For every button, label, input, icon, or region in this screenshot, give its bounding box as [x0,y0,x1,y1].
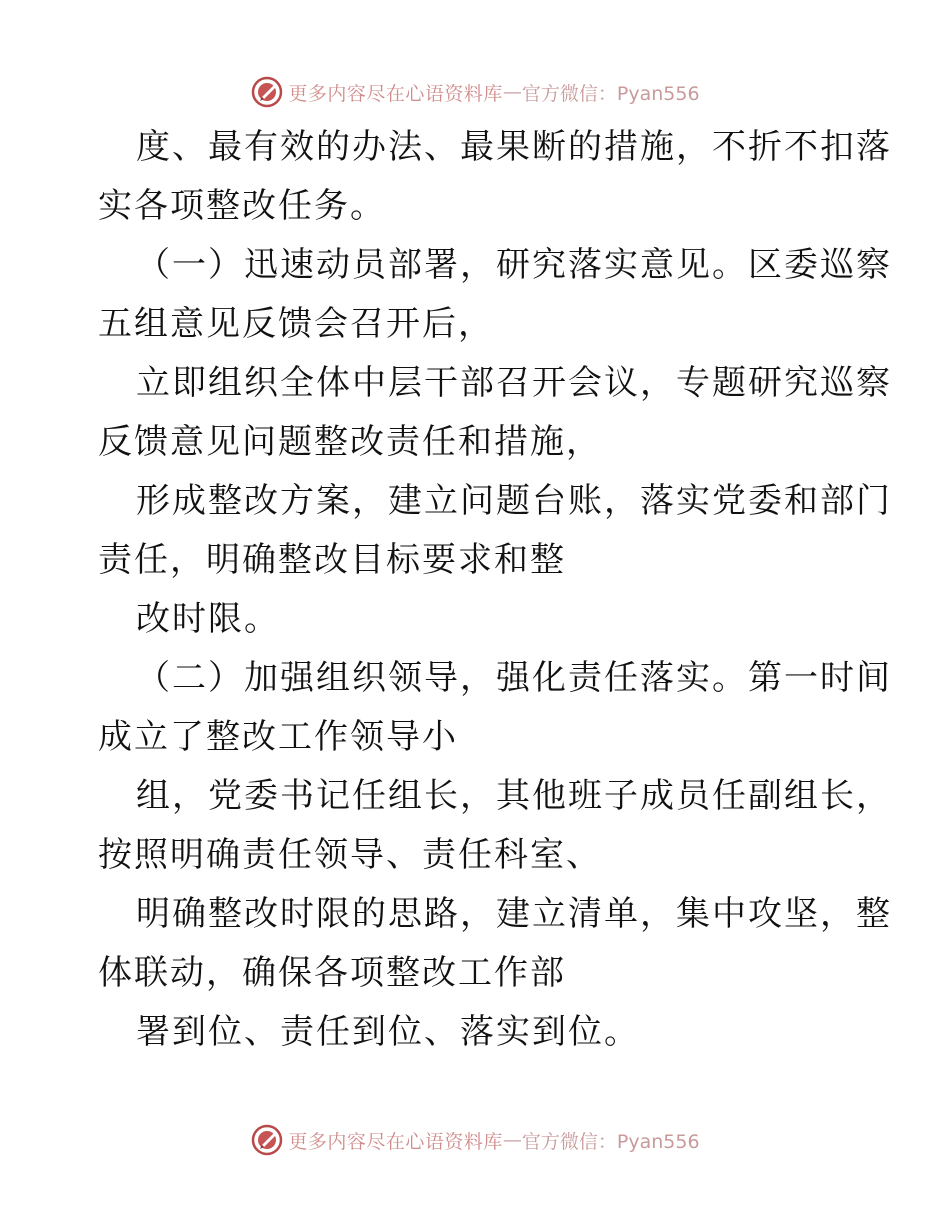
body-line: 度、最有效的办法、最果断的措施，不折不扣落 [136,127,892,167]
pen-logo-icon [250,1123,284,1157]
watermark-wechat-text: 官方微信：Pyan556 [521,82,700,105]
document-body [98,118,892,1062]
section-heading-line: （一）迅速动员部署，研究落实意见。区委巡察 [136,245,892,285]
body-line: 体联动，确保各项整改工作部 [98,953,566,993]
watermark-separator: — [502,1129,522,1151]
watermark-wechat-text: 官方微信：Pyan556 [521,1130,700,1153]
body-line: 成立了整改工作领导小 [98,717,458,757]
body-line: 反馈意见问题整改责任和措施， [98,422,602,462]
body-line: 署到位、责任到位、落实到位。 [136,1012,640,1052]
header-watermark [0,72,950,112]
footer-watermark [0,1120,950,1160]
body-line: 责任，明确整改目标要求和整 [98,540,566,580]
watermark-main-text: 更多内容尽在心语资料库 [288,1130,503,1153]
body-line: 按照明确责任领导、责任科室、 [98,835,602,875]
watermark-separator: — [502,81,522,103]
body-line: 改时限。 [136,599,280,639]
section-heading-line: （二）加强组织领导，强化责任落实。第一时间 [136,658,892,698]
body-line: 明确整改时限的思路，建立清单，集中攻坚，整 [136,894,892,934]
body-line: 形成整改方案，建立问题台账，落实党委和部门 [136,481,892,521]
watermark-main-text: 更多内容尽在心语资料库 [288,82,503,105]
pen-logo-icon [250,75,284,109]
body-line: 立即组织全体中层干部召开会议，专题研究巡察 [136,363,892,403]
body-line: 组，党委书记任组长，其他班子成员任副组长， [136,776,892,816]
body-line: 五组意见反馈会召开后， [98,304,494,344]
body-line: 实各项整改任务。 [98,186,386,226]
